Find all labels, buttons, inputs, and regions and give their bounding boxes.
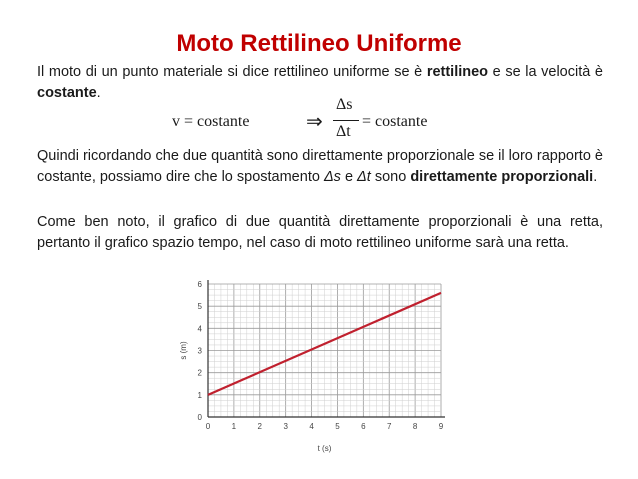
y-axis-label: s (m) bbox=[179, 341, 188, 360]
y-tick-label: 5 bbox=[197, 302, 202, 312]
x-tick-label: 5 bbox=[335, 422, 340, 431]
x-tick-label: 8 bbox=[412, 422, 418, 431]
y-tick-label: 2 bbox=[197, 368, 202, 378]
proportionality-bold: direttamente proporzionali bbox=[410, 169, 594, 185]
proportionality-text-1: Quindi ricordando che due quantità sono direttamente proporzionale se il loro rapporto è costante, possiamo dire che lo spostamento bbox=[37, 148, 603, 185]
definition-text-2: e se la velocità è bbox=[488, 64, 603, 80]
x-tick-label: 9 bbox=[438, 422, 444, 431]
fraction-bar bbox=[333, 120, 359, 121]
space-time-chart bbox=[180, 270, 460, 465]
y-tick-label: 3 bbox=[197, 346, 202, 356]
x-tick-label: 7 bbox=[386, 422, 392, 431]
formula-numerator: Δs bbox=[336, 96, 353, 113]
x-tick-label: 2 bbox=[257, 422, 263, 431]
definition-bold-costante: costante bbox=[37, 85, 97, 101]
x-tick-label: 6 bbox=[361, 422, 366, 431]
proportionality-text-3: sono bbox=[370, 169, 411, 185]
proportionality-delta-t: Δt bbox=[357, 169, 371, 185]
x-tick-label: 0 bbox=[205, 422, 211, 431]
x-axis-label: t (s) bbox=[317, 444, 332, 453]
formula-right: = costante bbox=[362, 113, 428, 130]
graph-paragraph: Come ben noto, il grafico di due quantità direttamente proporzionali è una retta, pertanto il grafico spazio tempo, nel caso di moto rettilineo uniforme sarà una retta. bbox=[37, 214, 603, 251]
x-tick-label: 3 bbox=[283, 422, 288, 431]
y-tick-label: 4 bbox=[197, 324, 202, 334]
formula-left: v = costante bbox=[172, 113, 250, 130]
definition-text-1: Il moto di un punto materiale si dice rettilineo uniforme se è bbox=[37, 64, 427, 80]
proportionality-text-4: . bbox=[593, 169, 598, 185]
y-tick-label: 6 bbox=[197, 280, 202, 289]
proportionality-text-2: e bbox=[340, 169, 358, 185]
page-title: Moto Rettilineo Uniforme bbox=[176, 30, 462, 57]
velocity-formula bbox=[0, 96, 638, 144]
definition-text-3: . bbox=[96, 85, 101, 101]
proportionality-delta-s: Δs bbox=[323, 169, 341, 185]
y-tick-label: 1 bbox=[197, 390, 202, 400]
formula-denominator: Δt bbox=[336, 123, 351, 140]
definition-bold-rettilineo: rettilineo bbox=[426, 64, 489, 80]
proportionality-paragraph bbox=[37, 146, 603, 188]
implies-arrow: ⇒ bbox=[306, 111, 323, 133]
y-tick-label: 0 bbox=[197, 413, 202, 422]
x-tick-label: 4 bbox=[309, 422, 314, 431]
x-tick-label: 1 bbox=[231, 422, 237, 431]
